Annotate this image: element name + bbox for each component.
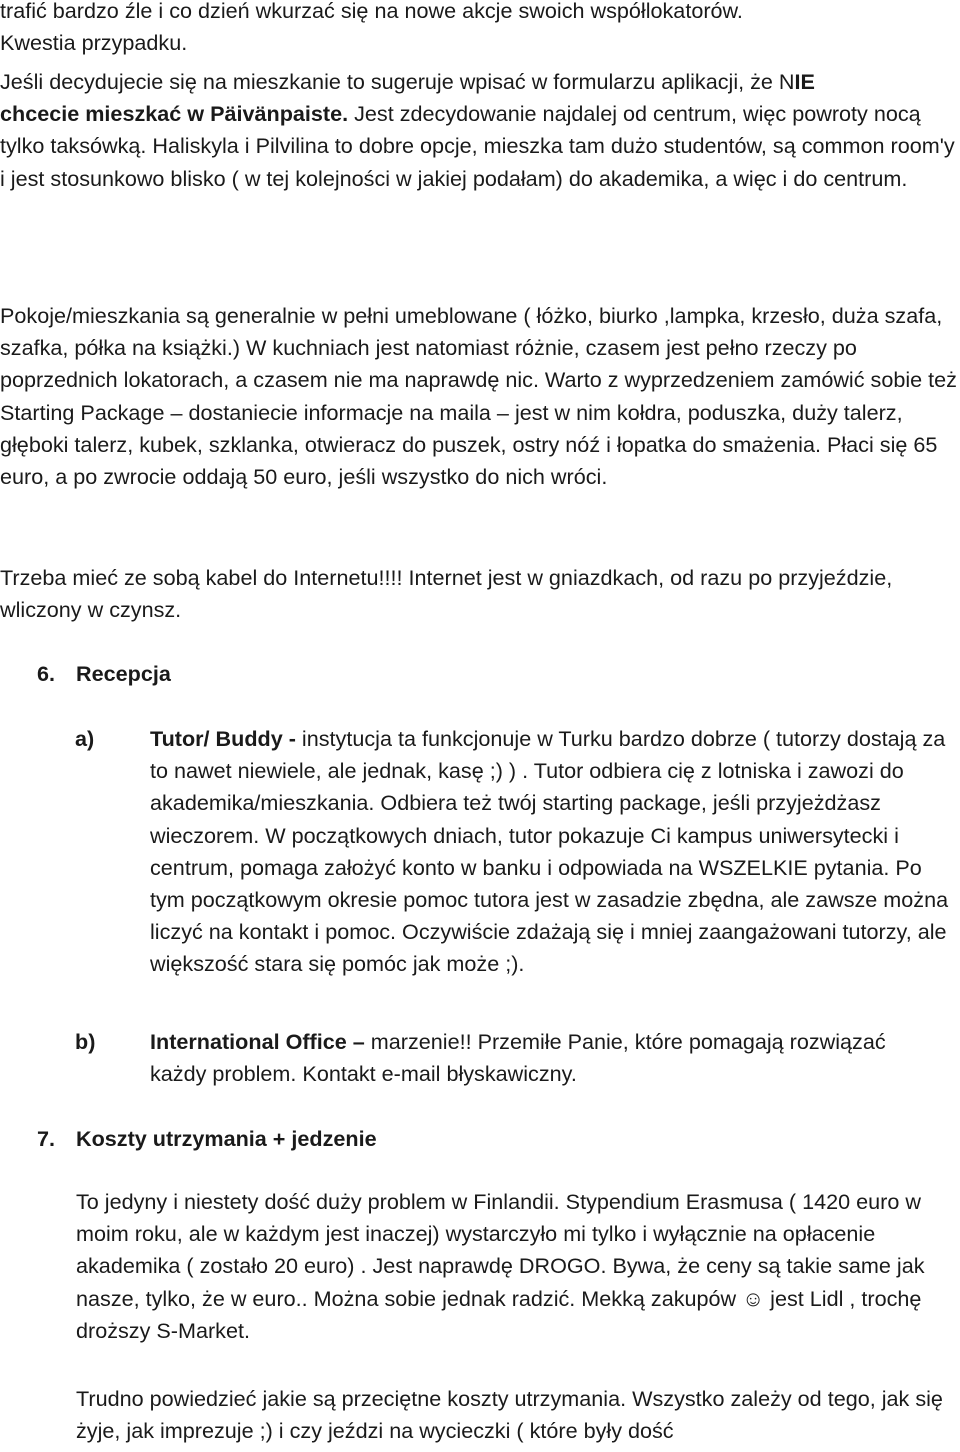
list-item-b-text: marzenie!! Przemiłe Panie, które pomagają rozwiązać każdy problem. Kontakt e-mail błyskawiczny. bbox=[150, 1029, 886, 1087]
section-6-number: 6. bbox=[37, 661, 56, 686]
dorm-advice-paragraph bbox=[0, 66, 960, 195]
section-7-number: 7. bbox=[37, 1126, 56, 1151]
list-item-b-body bbox=[150, 1026, 910, 1090]
internet-paragraph: Trzeba mieć ze sobą kabel do Internetu!!!! Internet jest w gniazdkach, od razu po przyjeździe, wliczony w czynsz. bbox=[0, 565, 893, 623]
list-item-b-heading: International Office – bbox=[150, 1029, 365, 1054]
list-item-a-heading: Tutor/ Buddy - bbox=[150, 726, 296, 751]
list-item-a-label: a) bbox=[75, 726, 95, 751]
intro-line-2: Kwestia przypadku. bbox=[0, 30, 188, 56]
dorm-advice-bold-b: chcecie mieszkać w Päivänpaiste. bbox=[0, 101, 349, 127]
intro-paragraph bbox=[0, 0, 960, 59]
dorm-advice-bold-a: IE bbox=[794, 69, 815, 94]
list-item-a-body bbox=[150, 723, 960, 981]
dorm-advice-text-a: Jeśli decydujecie się na mieszkanie to sugeruje wpisać w formularzu aplikacji, że N bbox=[0, 69, 795, 94]
intro-line-1: trafić bardzo źle i co dzień wkurzać się na nowe akcje swoich współlokatorów. bbox=[0, 0, 743, 23]
dorm-advice-text-b: Jest zdecydowanie najdalej od centrum, więc powroty nocą tylko taksówką. Haliskyla i Pilvilina to dobre opcje, mieszka tam dużo studentów, są common room'y i jest stosunkowo blisko ( w tej kolejności w jakiej podałam) do akademika, a więc i do centrum. bbox=[0, 101, 955, 191]
costs-paragraph-1: To jedyny i niestety dość duży problem w Finlandii. Stypendium Erasmusa ( 1420 euro w moim roku, ale w każdym jest inaczej) wystarczyło mi tylko i wyłącznie na opłacenie akademika ( zostało 20 euro) . Jest naprawdę DROGO. Bywa, że ceny są takie same jak nasze, tylko, że w euro.. Można sobie jednak radzić. Mekką zakupów ☺ jest Lidl , trochę droższy S-Market. bbox=[76, 1189, 925, 1343]
section-7-title: Koszty utrzymania + jedzenie bbox=[76, 1126, 377, 1151]
costs-paragraph-2: Trudno powiedzieć jakie są przeciętne koszty utrzymania. Wszystko zależy od tego, jak się żyje, jak imprezuje ;) i czy jeździ na wycieczki ( które były dość bbox=[76, 1386, 943, 1444]
section-6-title: Recepcja bbox=[76, 661, 171, 686]
furnishing-paragraph: Pokoje/mieszkania są generalnie w pełni umeblowane ( łóżko, biurko ,lampka, krzesło, duża szafa, szafka, półka na książki.) W kuchniach jest natomiast różnie, czasem jest pełno rzeczy po poprzednich lokatorach, a czasem nie ma naprawdę nic. Warto z wyprzedzeniem zamówić sobie też Starting Package – dostaniecie informacje na maila – jest w nim kołdra, poduszka, duży talerz, głęboki talerz, kubek, szklanka, otwieracz do puszek, ostry nóź i łopatka do smażenia. Płaci się 65 euro, a po zwrocie oddają 50 euro, jeśli wszystko do nich wróci. bbox=[0, 303, 957, 490]
list-item-b-label: b) bbox=[75, 1029, 96, 1054]
list-item-a-text: instytucja ta funkcjonuje w Turku bardzo dobrze ( tutorzy dostają za to nawet niewiele, ale jednak, kasę ;) ) . Tutor odbiera cię z lotniska i zawozi do akademika/mieszkania. Odbiera też twój starting package, jeśli przyjeżdżasz wieczorem. W początkowych dniach, tutor pokazuje Ci kampus uniwersytecki i centrum, pomaga założyć konto w banku i odpowiada na WSZELKIE pytania. Po tym początkowym okresie pomoc tutora jest w zasadzie zbędna, ale zawsze można liczyć na kontakt i pomoc. Oczywiście zdażają się i mniej zaangażowani tutorzy, ale większość stara się pomóc jak może ;). bbox=[150, 726, 949, 977]
